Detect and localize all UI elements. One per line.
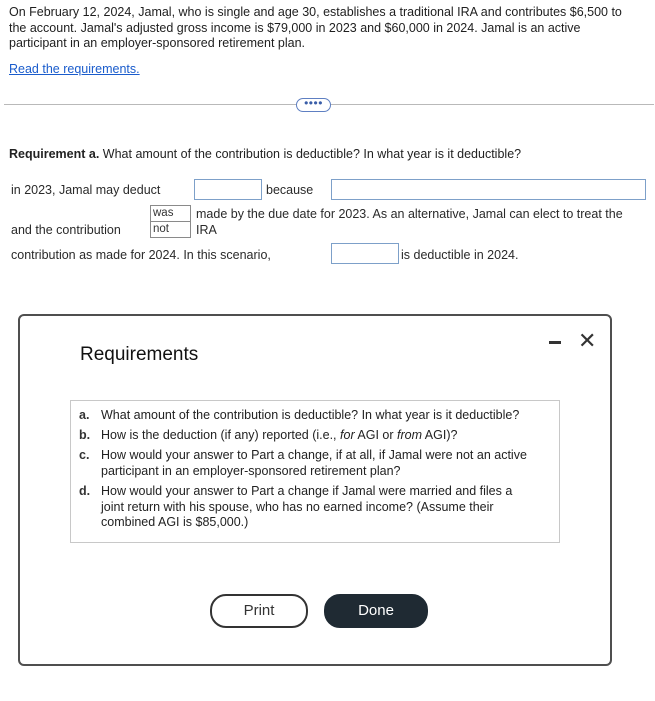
item-label: a.: [79, 408, 90, 422]
row2-prefix: and the contribution: [11, 223, 121, 237]
item-text-italic-for: for: [340, 428, 355, 442]
requirement-a-heading: [9, 147, 521, 161]
row2-suffix: made by the due date for 2023. As an alternative, Jamal can elect to treat the: [196, 207, 623, 221]
item-label: d.: [79, 484, 91, 498]
was-not-selector[interactable]: [150, 205, 191, 238]
item-text: [101, 428, 547, 444]
item-text-part: AGI or: [354, 428, 397, 442]
minimize-icon[interactable]: [549, 341, 561, 344]
row1-prefix: in 2023, Jamal may deduct: [11, 183, 161, 197]
requirement-a-question: What amount of the contribution is deductible? In what year is it deductible?: [102, 147, 522, 161]
problem-statement: [9, 5, 649, 52]
choice-not[interactable]: not: [151, 221, 190, 237]
item-line: participant in an employer-sponsored retirement plan?: [101, 463, 401, 478]
item-text: What amount of the contribution is deductible? In what year is it deductible?: [101, 408, 520, 422]
item-text-part: How is the deduction (if any) reported (i.e.,: [101, 428, 341, 442]
row1-because: because: [266, 183, 314, 197]
item-label: b.: [79, 428, 91, 442]
print-button[interactable]: Print: [210, 594, 308, 628]
item-line: joint return with his spouse, who has no earned income? (Assume their: [101, 499, 494, 514]
requirements-modal: [18, 314, 612, 666]
item-line: combined AGI is $85,000.): [101, 515, 249, 529]
problem-line: participant in an employer-sponsored retirement plan.: [9, 36, 305, 50]
done-button[interactable]: Done: [324, 594, 428, 628]
deductible-2024-input[interactable]: [331, 243, 399, 264]
item-line: How would your answer to Part a change, if at all, if Jamal were not an active: [101, 448, 527, 462]
item-text: [101, 448, 547, 479]
deduct-amount-input[interactable]: [194, 179, 262, 200]
close-icon[interactable]: ✕: [578, 328, 597, 353]
expand-button[interactable]: ••••: [296, 98, 331, 112]
item-label: c.: [79, 448, 90, 462]
item-text-part: AGI)?: [422, 428, 458, 442]
requirements-list: [70, 400, 560, 543]
problem-line: the account. Jamal's adjusted gross income is $79,000 in 2023 and $60,000 in 2024. Jamal is an active: [9, 20, 581, 35]
modal-title: Requirements: [80, 344, 199, 365]
item-text-italic-from: from: [397, 428, 422, 442]
problem-line: On February 12, 2024, Jamal, who is single and age 30, establishes a traditional IRA and contributes $6,500 to: [9, 5, 622, 19]
row2-suffix-ira: IRA: [196, 223, 217, 237]
item-line: How would your answer to Part a change if Jamal were married and files a: [101, 484, 513, 498]
reason-input[interactable]: [331, 179, 646, 200]
read-requirements-link[interactable]: Read the requirements.: [9, 62, 140, 76]
row3-prefix: contribution as made for 2024. In this scenario,: [11, 248, 271, 262]
row3-suffix: is deductible in 2024.: [401, 248, 519, 262]
choice-was[interactable]: was: [153, 207, 174, 219]
requirement-a-label: Requirement a.: [9, 147, 100, 161]
item-text: [101, 484, 547, 531]
